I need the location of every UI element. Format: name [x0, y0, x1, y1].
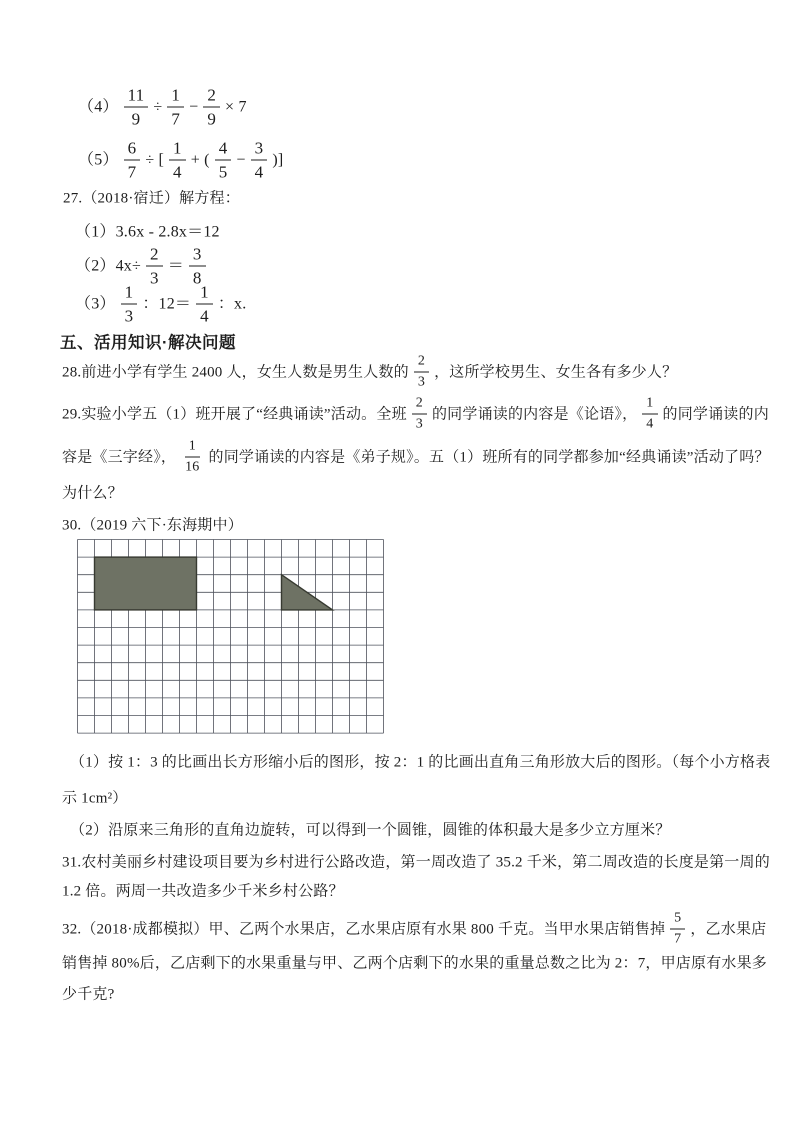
section-5-header: [60, 329, 236, 353]
fraction-3-over-8: $\frac{3}{8}$: [189, 244, 206, 287]
text-segment: 为什么？: [62, 485, 123, 502]
text-segment: −: [236, 151, 246, 169]
problem-28: [62, 355, 677, 392]
text-segment: ：x.: [217, 295, 247, 313]
text-segment: ÷ [: [145, 151, 165, 169]
shaded-rectangle-6x3: [95, 557, 197, 610]
expr-4: [78, 87, 247, 130]
fraction-2-over-3: $\frac{2}{3}$: [146, 244, 163, 287]
text-segment: 29.实验小学五（1）班开展了“经典诵读”活动。全班: [62, 406, 407, 423]
text-segment: 30.（2019 六下·东海期中）: [62, 517, 243, 534]
fraction-5-over-7: $\frac{5}{7}$: [670, 910, 685, 947]
text-segment: 的同学诵读的内: [662, 406, 769, 423]
problem-30-q2: [70, 819, 671, 840]
text-segment: ÷: [153, 98, 163, 116]
text-segment: 示 1cm²）: [62, 790, 128, 807]
problem-32-line2: [62, 952, 767, 973]
text-segment: × 7: [225, 98, 247, 116]
text-segment: 的同学诵读的内容是《论语》，: [431, 406, 638, 423]
problem-27-eq2: [75, 246, 211, 289]
text-segment: （5）: [78, 151, 119, 169]
fraction-3-over-4: $\frac{3}{4}$: [251, 138, 268, 181]
text-segment: （3）: [75, 295, 116, 313]
expr-5: [78, 140, 283, 183]
fraction-2-over-9: $\frac{2}{9}$: [203, 85, 220, 128]
text-segment: ，这所学校男生、女生各有多少人？: [434, 364, 678, 381]
text-segment: （2）沿原来三角形的直角边旋转，可以得到一个圆锥，圆锥的体积最大是多少立方厘米？: [70, 822, 671, 839]
problem-29-line2: [62, 440, 770, 477]
square-grid: [77, 539, 384, 734]
problem-31-line1: [62, 851, 770, 872]
problem-30-q1-line2: [62, 787, 127, 808]
text-segment: 32.（2018·成都模拟）甲、乙两个水果店，乙水果店原有水果 800 千克。当甲水果店销售掉: [62, 921, 666, 938]
text-segment: （1）按 1：3 的比画出长方形缩小后的图形，按 2：1 的比画出直角三角形放大后的图形。（每个小方格表: [70, 754, 771, 771]
text-segment: （4）: [78, 98, 119, 116]
text-segment: −: [189, 98, 199, 116]
text-segment: （1）3.6x - 2.8x＝12: [75, 223, 220, 241]
text-segment: 31.农村美丽乡村建设项目要为乡村进行公路改造，第一周改造了 35.2 千米，第二周改造的长度是第一周的: [62, 854, 770, 871]
text-segment: 的同学诵读的内容是《弟子规》。五（1）班所有的同学都参加“经典诵读”活动了吗？: [208, 449, 770, 466]
text-segment: ：12＝: [142, 295, 192, 313]
text-segment: ，乙水果店: [690, 921, 767, 938]
text-segment: 容是《三字经》，: [62, 449, 177, 466]
text-segment: 28.前进小学有学生 2400 人，女生人数是男生人数的: [62, 364, 409, 381]
text-segment: ＝: [167, 257, 184, 275]
text-segment: 少千克?: [62, 986, 115, 1003]
problem-27-eq1: [75, 219, 220, 242]
text-segment: 1.2 倍。两周一共改造多少千米乡村公路？: [62, 883, 344, 900]
fraction-6-over-7: $\frac{6}{7}$: [124, 138, 141, 181]
text-segment: )]: [272, 151, 284, 169]
fraction-1-over-4: $\frac{1}{4}$: [642, 395, 657, 432]
fraction-2-over-3: $\frac{2}{3}$: [414, 353, 429, 390]
text-segment: （2）4x÷: [75, 257, 141, 275]
problem-27-eq3: [75, 284, 246, 327]
text-segment: 销售掉 80%后，乙店剩下的水果重量与甲、乙两个店剩下的水果的重量总数之比为 2：7，甲店原有水果多: [62, 955, 767, 972]
problem-32-line1: [62, 912, 766, 949]
fraction-1-over-16: $\frac{1}{16}$: [185, 438, 200, 475]
fraction-4-over-5: $\frac{4}{5}$: [215, 138, 232, 181]
problem-32-line3: [62, 983, 114, 1004]
problem-27-title: [63, 187, 240, 208]
problem-29-line1: [62, 397, 769, 434]
problem-30-q1-line1: [70, 751, 770, 772]
fraction-1-over-4: $\frac{1}{4}$: [169, 138, 186, 181]
text-segment: 五、活用知识·解决问题: [60, 334, 236, 352]
text-segment: + (: [190, 151, 210, 169]
fraction-1-over-3: $\frac{1}{3}$: [121, 282, 138, 325]
fraction-2-over-3: $\frac{2}{3}$: [412, 395, 427, 432]
problem-30-title: [62, 514, 243, 535]
text-segment: 27.（2018·宿迁）解方程：: [63, 190, 240, 207]
grid-figure: [77, 539, 384, 734]
fraction-1-over-7: $\frac{1}{7}$: [167, 85, 184, 128]
problem-29-line3: [62, 482, 123, 503]
fraction-1-over-4: $\frac{1}{4}$: [196, 282, 213, 325]
fraction-11-over-9: $\frac{11}{9}$: [124, 85, 149, 128]
problem-31-line2: [62, 880, 344, 901]
